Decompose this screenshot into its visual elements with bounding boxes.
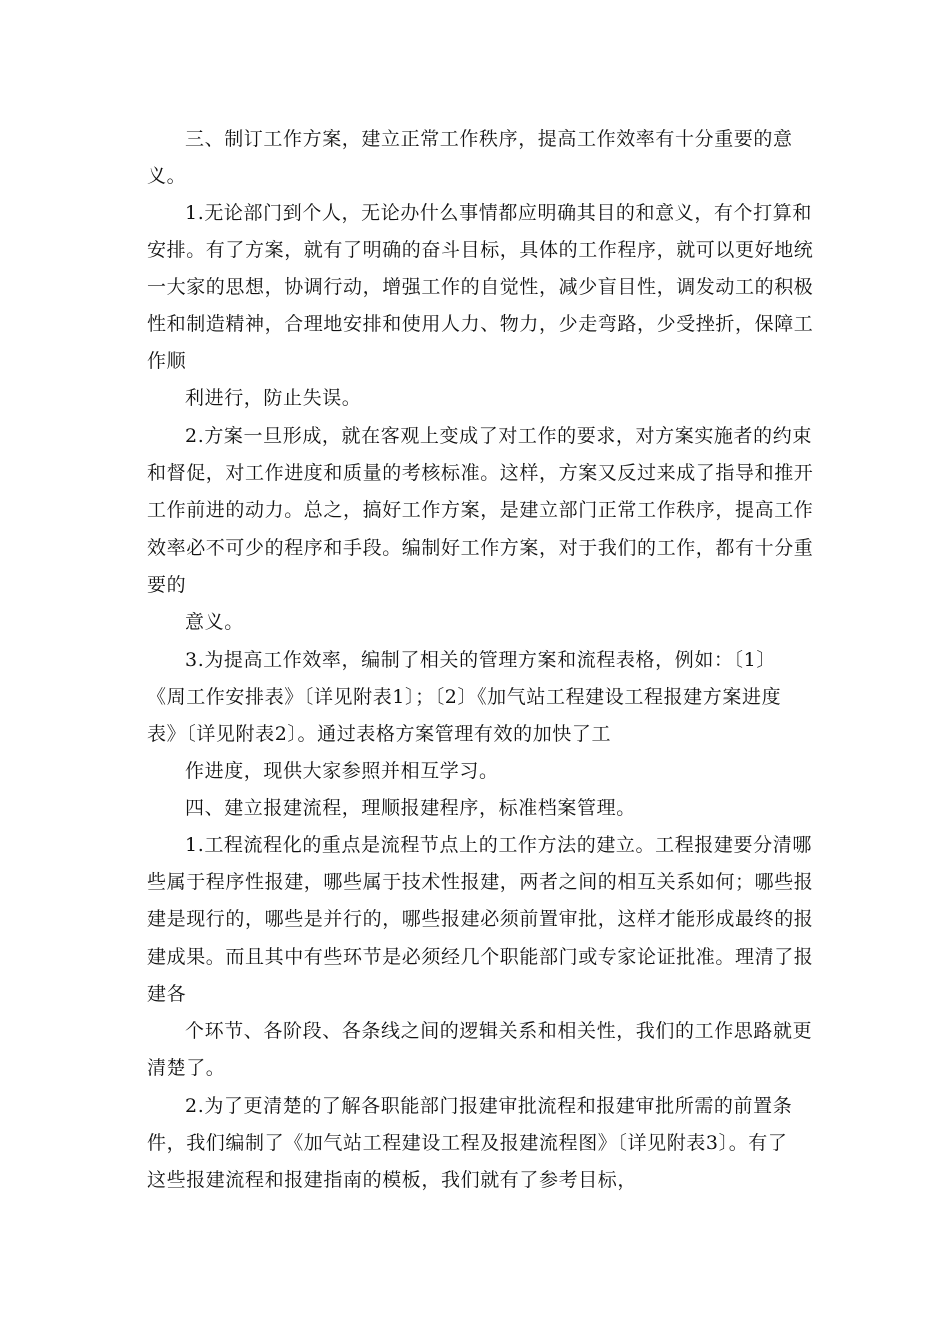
paragraph-line: 2.为了更清楚的了解各职能部门报建审批流程和报建审批所需的前置条 — [185, 1095, 793, 1117]
paragraph-line: 和督促，对工作进度和质量的考核标准。这样，方案又反过来成了指导和推开 — [147, 462, 814, 484]
paragraph-line: 建各 — [147, 983, 187, 1005]
paragraph-line: 作顺 — [147, 350, 187, 372]
paragraph-line: 效率必不可少的程序和手段。编制好工作方案，对于我们的工作，都有十分重 — [147, 537, 814, 559]
paragraph-line: 2.方案一旦形成，就在客观上变成了对工作的要求，对方案实施者的约束 — [185, 425, 812, 447]
paragraph-line: 建成果。而且其中有些环节是必须经几个职能部门或专家论证批准。理清了报 — [147, 946, 814, 968]
paragraph-line: 建是现行的，哪些是并行的，哪些报建必须前置审批，这样才能形成最终的报 — [147, 908, 814, 930]
paragraph-line: 件，我们编制了《加气站工程建设工程及报建流程图》〔详见附表3〕。有了 — [147, 1132, 788, 1154]
paragraph-line: 要的 — [147, 574, 187, 596]
paragraph-line: 《周工作安排表》〔详见附表1〕；〔2〕《加气站工程建设工程报建方案进度 — [147, 686, 782, 708]
paragraph-line: 工作前进的动力。总之，搞好工作方案，是建立部门正常工作秩序，提高工作 — [147, 499, 814, 521]
paragraph-line: 义。 — [147, 165, 187, 187]
paragraph-line: 1.工程流程化的重点是流程节点上的工作方法的建立。工程报建要分清哪 — [185, 834, 812, 856]
paragraph-line: 一大家的思想，协调行动，增强工作的自觉性，减少盲目性，调发动工的积极 — [147, 276, 814, 298]
paragraph-line: 四、建立报建流程，理顺报建程序，标准档案管理。 — [185, 797, 636, 819]
paragraph-line: 表》〔详见附表2〕。通过表格方案管理有效的加快了工 — [147, 723, 612, 745]
paragraph-line: 个环节、各阶段、各条线之间的逻辑关系和相关性，我们的工作思路就更 — [185, 1020, 813, 1042]
paragraph-line: 作进度，现供大家参照并相互学习。 — [185, 760, 499, 782]
paragraph-line: 三、制订工作方案，建立正常工作秩序，提高工作效率有十分重要的意 — [185, 128, 793, 150]
paragraph-line: 3.为提高工作效率，编制了相关的管理方案和流程表格，例如：〔1〕 — [185, 649, 776, 671]
paragraph-line: 利进行，防止失误。 — [185, 387, 362, 409]
paragraph-line: 清楚了。 — [147, 1057, 226, 1079]
paragraph-line: 意义。 — [185, 611, 244, 633]
paragraph-line: 1.无论部门到个人，无论办什么事情都应明确其目的和意义，有个打算和 — [185, 202, 812, 224]
paragraph-line: 些属于程序性报建，哪些属于技术性报建，两者之间的相互关系如何；哪些报 — [147, 871, 814, 893]
paragraph-line: 性和制造精神，合理地安排和使用人力、物力，少走弯路，少受挫折，保障工 — [147, 313, 814, 335]
paragraph-line: 安排。有了方案，就有了明确的奋斗目标，具体的工作程序，就可以更好地统 — [147, 239, 814, 261]
paragraph-line: 这些报建流程和报建指南的模板，我们就有了参考目标， — [147, 1169, 638, 1191]
